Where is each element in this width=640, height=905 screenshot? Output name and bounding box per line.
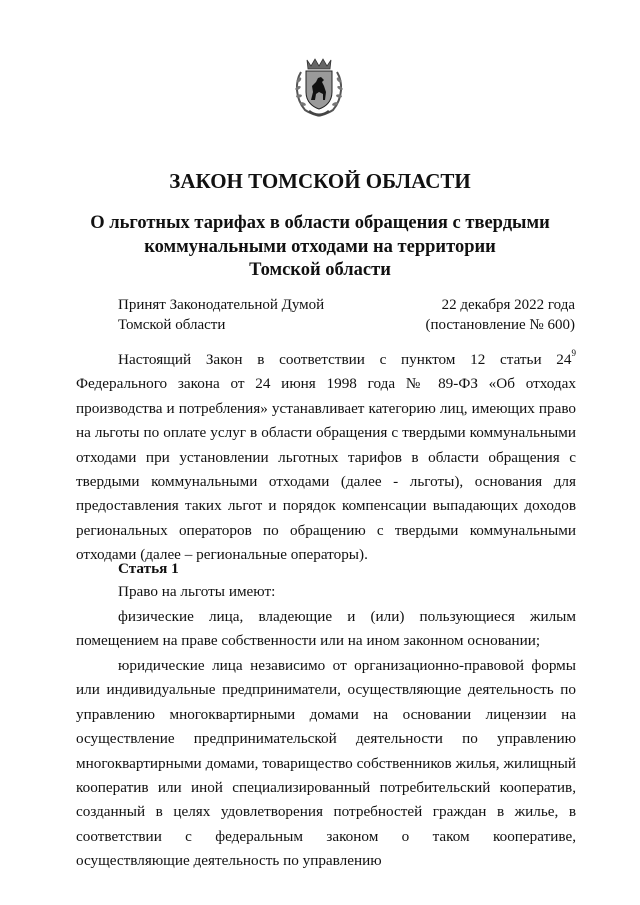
adoption-date: 22 декабря 2022 года bbox=[441, 297, 575, 313]
article-heading: Статья 1 bbox=[118, 560, 179, 577]
document-title: ЗАКОН ТОМСКОЙ ОБЛАСТИ bbox=[169, 169, 471, 193]
adoption-date-info bbox=[425, 296, 575, 335]
adopted-by-region: Томской области bbox=[118, 316, 226, 333]
article-item: юридические лица независимо от организационно-правовой формы или индивидуальные предприниматели, осуществляющие деятельность по управлению многоквартирными домами на основании лицензии на осуществление предпринимательской деятельности по управлению многоквартирными домами, товарищество собственников жилья, жилищный кооператив или иной специализированный потребительский кооператив, созданный в целях удовлетворения потребностей граждан в жилье, в соответствии с федеральным законом о таком кооперативе, осуществляющие деятельность по управлению bbox=[76, 657, 576, 870]
subtitle-line: Томской области bbox=[249, 260, 391, 280]
article-item: физические лица, владеющие и (или) пользующиеся жилым помещением на праве собственности или на ином законном основании; bbox=[76, 608, 576, 650]
document-subtitle bbox=[70, 212, 570, 283]
coat-of-arms-icon bbox=[291, 56, 347, 120]
subtitle-line: коммунальными отходами на территории bbox=[144, 236, 496, 257]
adopted-by: Принят Законодательной Думой bbox=[118, 297, 325, 313]
preamble-paragraph bbox=[76, 348, 576, 568]
preamble-text-cont: Федерального закона от 24 июня 1998 года № 89-ФЗ «Об отходах производства и потребления» устанавливает категорию лиц, имеющих право на льготы по оплате услуг в области обращения с твердыми коммунальными отходами при установлении льготных тарифов в области обращения с твердыми коммунальными отходами (далее - льготы), основания для предоставления таких льгот и порядок компенсации выпадающих доходов региональных операторов по обращению с твердыми коммунальными отходами (далее – региональные операторы). bbox=[76, 375, 576, 564]
superscript: 9 bbox=[571, 347, 576, 358]
preamble-text: Настоящий Закон в соответствии с пунктом 12 статьи 24 bbox=[118, 351, 572, 368]
resolution-number: (постановление № 600) bbox=[425, 316, 575, 333]
adoption-info bbox=[118, 296, 324, 335]
subtitle-line: О льготных тарифах в области обращения с твердыми bbox=[90, 213, 550, 233]
article-intro: Право на льготы имеют: bbox=[118, 583, 276, 600]
